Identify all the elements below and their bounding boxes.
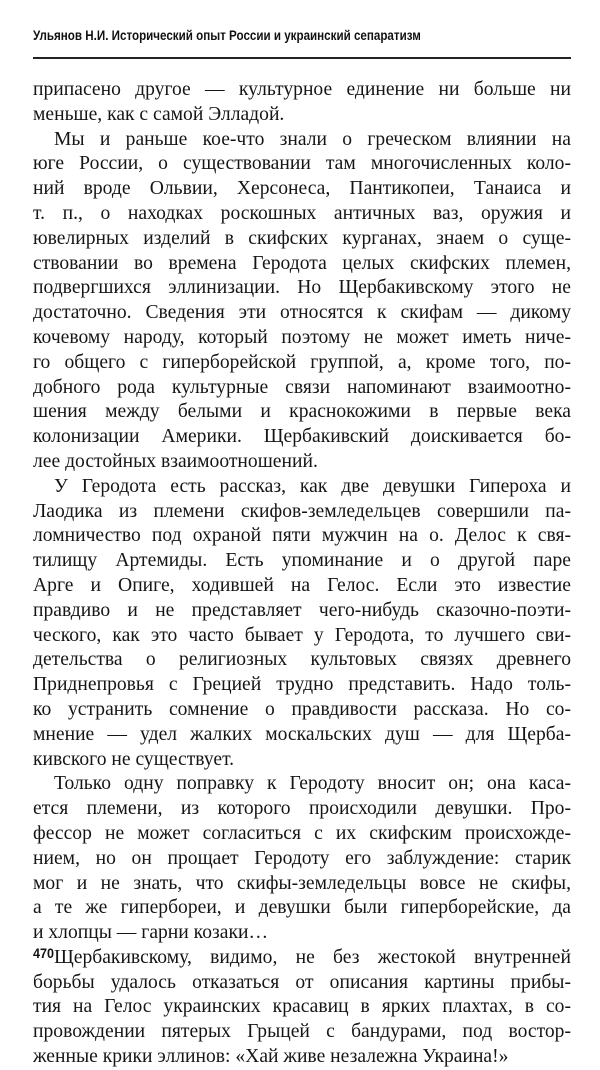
text-line: ювелирных изделий в скифских курганах, знаем о суще-: [33, 227, 571, 249]
text-line: достаточно. Сведения эти относятся к скифам — дикому: [33, 302, 571, 324]
text-line: ломничество под охраной пяти мужчин на о. Делос к свя-: [33, 525, 571, 547]
page-number: 470: [33, 945, 55, 961]
text-line: подвергшихся эллинизации. Но Щербакивскому этого не: [33, 277, 571, 299]
text-line: У Геродота есть рассказ, как две девушки Гипероха и: [54, 475, 571, 497]
text-line: ческого, как это часто бывает у Геродота, то лучшего сви-: [33, 624, 571, 646]
text-line: Щербакивскому, видимо, не без жестокой внутренней: [54, 946, 571, 968]
paragraph: [33, 772, 571, 946]
text-line: колонизации Америки. Щербакивский доискивается бо-: [33, 426, 571, 448]
text-line: юге России, о существовании там многочисленных коло-: [33, 153, 571, 175]
text-line: ний вроде Ольвии, Херсонеса, Пантикопеи, Танаиса и: [33, 178, 571, 200]
text-line: ко устранить сомнение о правдивости рассказа. Но со-: [33, 698, 571, 720]
text-line: Приднепровья с Грецией трудно представить. Надо толь-: [33, 674, 571, 696]
text-line: правдиво и не представляет чего-нибудь сказочно-поэти-: [33, 599, 571, 621]
text-line: лее достойных взаимоотношений.: [33, 450, 318, 472]
paragraph: [33, 128, 571, 475]
text-line: т. п., о находках роскошных античных ваз, оружия и: [33, 202, 571, 224]
text-line: кивского не существует.: [33, 748, 235, 770]
paragraph: [33, 475, 571, 773]
text-line: тилищу Артемиды. Есть упоминание и о другой паре: [33, 550, 571, 572]
text-line: фессор не может согласиться с их скифским происхожде-: [33, 822, 571, 844]
text-line: шения между белыми и краснокожими в первые века: [33, 401, 571, 423]
text-line: меньше, как с самой Элладой.: [33, 103, 285, 125]
text-line: а те же гипербореи, и девушки были гиперборейские, да: [33, 897, 571, 919]
text-line: тия на Гелос украинских красавиц в ярких плахтах, в со-: [33, 996, 571, 1018]
text-line: ется племени, из которого происходили девушки. Про-: [33, 798, 571, 820]
text-line: добного рода культурные связи напоминают взаимоотно-: [33, 376, 571, 398]
text-line: Только одну поправку к Геродоту вносит он; она каса-: [54, 773, 571, 795]
text-line: кочевому народу, который поэтому не может иметь ниче-: [33, 326, 571, 348]
text-line: ствовании во времена Геродота целых скифских племен,: [33, 252, 571, 274]
running-header-title: Ульянов Н.И. Исторический опыт России и украинский сепаратизм: [33, 28, 421, 43]
text-line: нием, но он прощает Геродоту его заблуждение: старик: [33, 847, 571, 869]
text-line: Мы и раньше кое-что знали о греческом влиянии на: [54, 128, 571, 150]
paragraph: [33, 78, 571, 128]
text-line: детельства о религиозных культовых связях древнего: [33, 649, 571, 671]
text-line: мог и не знать, что скифы-земледельцы вовсе не скифы,: [33, 872, 571, 894]
text-line: го общего с гиперборейской группой, а, кроме того, по-: [33, 351, 571, 373]
text-line: провождении пятерых Грыцей с бандурами, под востор-: [33, 1021, 571, 1043]
header-rule: [33, 57, 571, 59]
text-line: Лаодика из племени скифов-земледельцев совершили па-: [33, 500, 571, 522]
text-line: припасено другое — культурное единение ни больше ни: [33, 79, 571, 100]
text-line: Арге и Опиге, ходившей на Гелос. Если это известие: [33, 574, 571, 596]
text-line: мнение — удел жалких москальских душ — для Щерба-: [33, 723, 571, 745]
text-line: женные крики эллинов: «Хай живе незалежна Украина!»: [33, 1046, 509, 1068]
text-line: борьбы удалось отказаться от описания картины прибы-: [33, 971, 571, 993]
text-line: и хлопцы — гарни козаки…: [33, 922, 269, 944]
body-text: [33, 78, 571, 1070]
